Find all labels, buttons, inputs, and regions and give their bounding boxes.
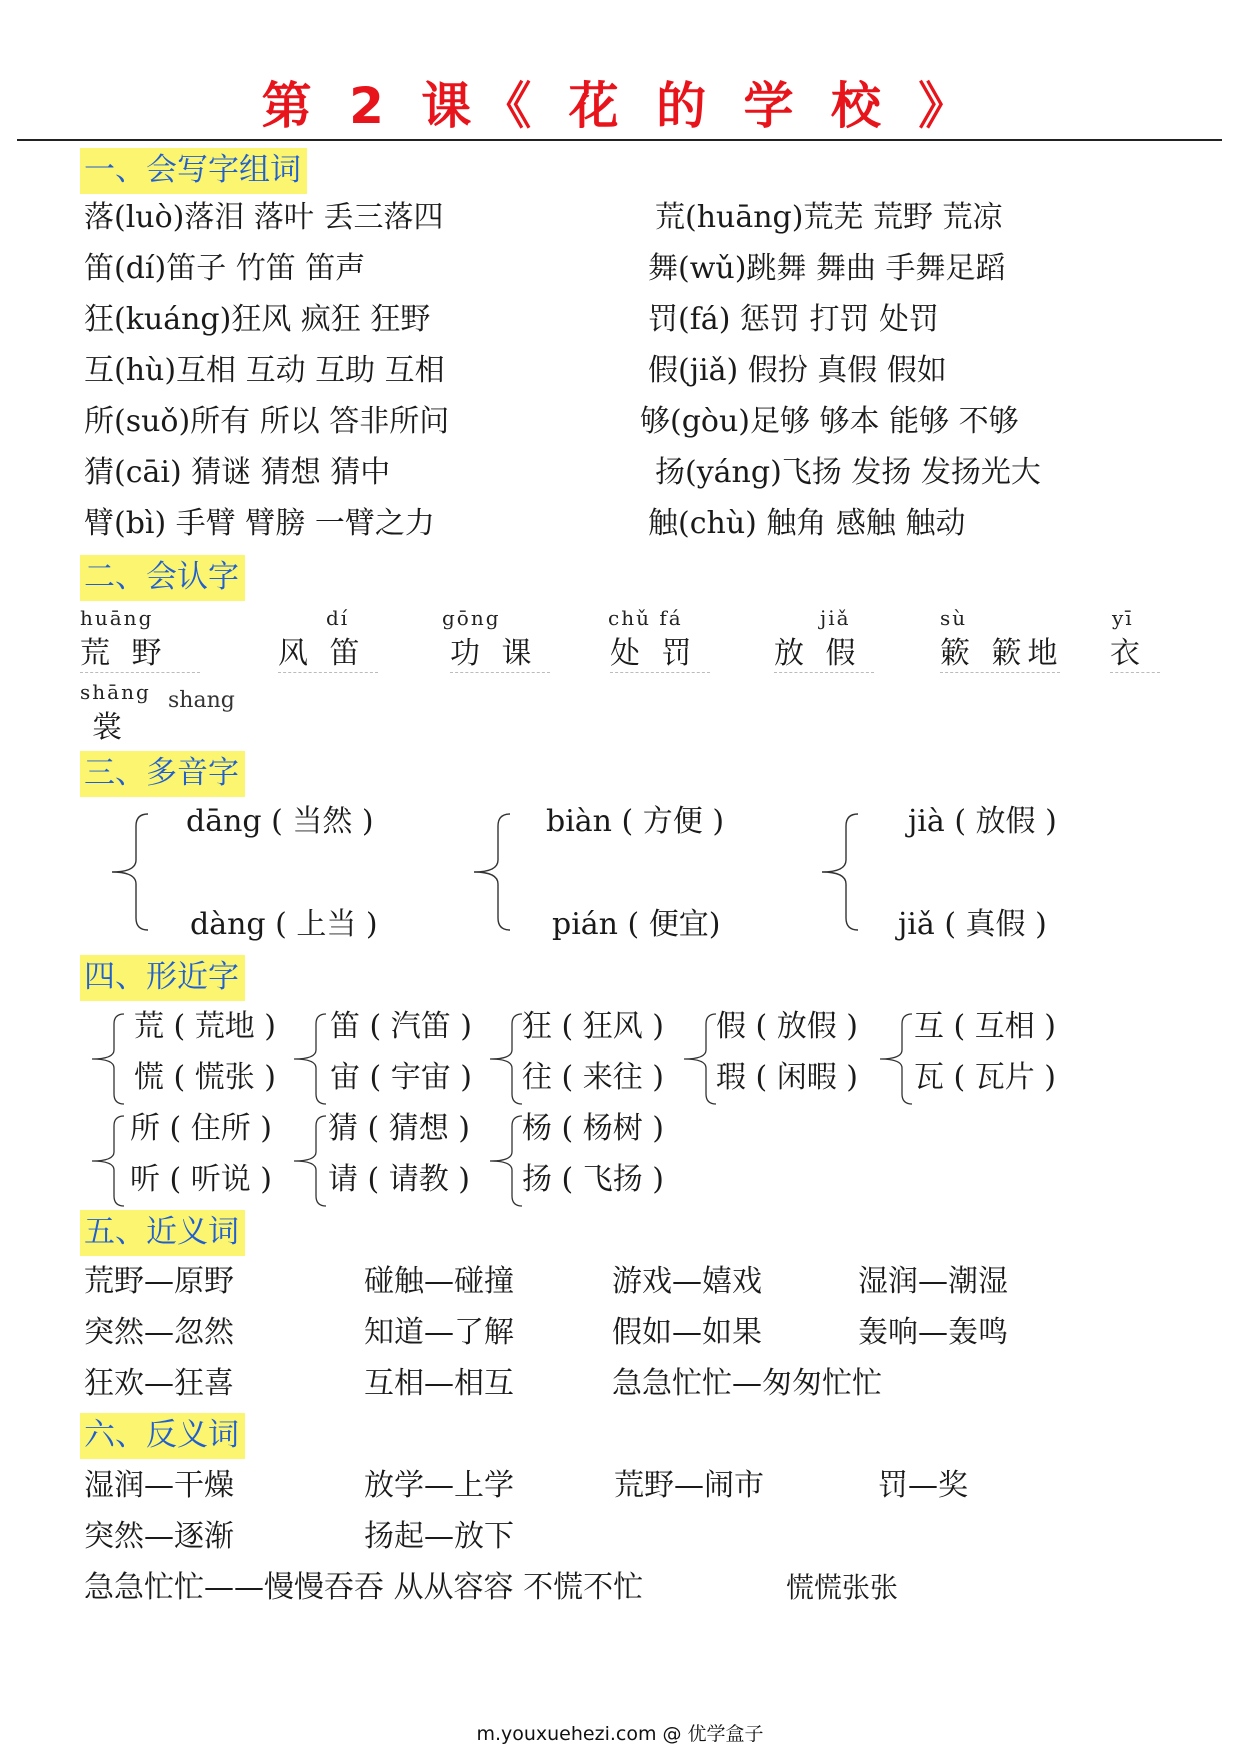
antonym-3-extra: 慌慌张张 [786, 1571, 899, 1604]
antonym-1-2: 放学—上学 [364, 1468, 514, 1503]
synonym-3-1: 狂欢—狂喜 [84, 1366, 234, 1401]
section-heading-polyphone: 三、多音字 [80, 751, 245, 797]
page-title: 第 2 课《 花 的 学 校 》 [261, 77, 979, 135]
polyphone-1-bottom: dàng ( 上当 ) [190, 907, 378, 942]
similar-8b: 扬 ( 飞扬 ) [522, 1162, 665, 1197]
footer-watermark: m.youxuehezi.com @ 优学盒子 [476, 1723, 764, 1745]
similar-4b: 瑕 ( 闲暇 ) [716, 1060, 859, 1095]
recognize-pinyin-8: shāng [80, 680, 151, 704]
section-heading-recognize: 二、会认字 [80, 555, 245, 601]
section-heading-synonyms: 五、近义词 [80, 1210, 245, 1256]
write-word-right-1: 荒(huāng)荒芜 荒野 荒凉 [655, 200, 1003, 235]
write-word-right-4: 假(jiǎ) 假扮 真假 假如 [648, 353, 947, 388]
write-word-left-3: 狂(kuáng)狂风 疯狂 狂野 [84, 302, 431, 337]
recognize-chars-5: 放 假 [774, 628, 874, 673]
recognize-chars-3: 功 课 [450, 628, 550, 673]
similar-7b: 请 ( 请教 ) [328, 1162, 471, 1197]
write-word-right-5: 够(gòu)足够 够本 能够 不够 [640, 404, 1019, 439]
synonym-3-2: 互相—相互 [364, 1366, 514, 1401]
recognize-chars-6: 簌 簌地 [940, 628, 1060, 673]
recognize-pinyin-5: jiǎ [820, 606, 851, 630]
write-word-left-4: 互(hù)互相 互动 互助 互相 [84, 353, 445, 388]
synonym-1-4: 湿润—潮湿 [858, 1264, 1008, 1299]
polyphone-3-bottom: jiǎ ( 真假 ) [898, 907, 1047, 942]
polyphone-1-top: dāng ( 当然 ) [186, 804, 374, 839]
write-word-right-2: 舞(wǔ)跳舞 舞曲 手舞足蹈 [648, 251, 1006, 286]
synonym-1-1: 荒野—原野 [84, 1264, 234, 1299]
antonym-2-1: 突然—逐渐 [84, 1519, 234, 1554]
antonym-1-4: 罚—奖 [878, 1468, 968, 1503]
similar-5b: 瓦 ( 瓦片 ) [914, 1060, 1057, 1095]
polyphone-2-bottom: pián ( 便宜) [552, 907, 721, 942]
write-word-left-7: 臂(bì) 手臂 臂膀 一臂之力 [84, 506, 435, 541]
antonym-3: 急急忙忙——慢慢吞吞 从从容容 不慌不忙 [84, 1570, 644, 1605]
title-divider [17, 139, 1222, 141]
recognize-pinyin-6: sù [940, 606, 968, 630]
synonym-2-4: 轰响—轰鸣 [858, 1315, 1008, 1350]
write-word-left-6: 猜(cāi) 猜谜 猜想 猜中 [84, 455, 391, 490]
similar-3b: 往 ( 来往 ) [522, 1060, 665, 1095]
antonym-2-2: 扬起—放下 [364, 1519, 514, 1554]
antonym-1-1: 湿润—干燥 [84, 1468, 234, 1503]
write-word-left-1: 落(luò)落泪 落叶 丢三落四 [84, 200, 444, 235]
synonym-3-3: 急急忙忙—匆匆忙忙 [612, 1366, 882, 1401]
polyphone-brace-1 [108, 812, 158, 932]
similar-brace-1 [88, 1012, 132, 1106]
section-heading-similar: 四、形近字 [80, 955, 245, 1001]
recognize-chars-8: 裳 [92, 710, 128, 745]
similar-2b: 宙 ( 宇宙 ) [330, 1060, 473, 1095]
synonym-1-2: 碰触—碰撞 [364, 1264, 514, 1299]
recognize-chars-1: 荒 野 [80, 628, 200, 673]
polyphone-brace-2 [470, 812, 520, 932]
recognize-pinyin-4: chǔ fá [608, 606, 683, 630]
recognize-pinyin-2: dí [326, 606, 350, 630]
recognize-pinyin-1: huāng [80, 606, 154, 630]
similar-brace-6 [88, 1114, 132, 1208]
similar-8a: 杨 ( 杨树 ) [522, 1111, 665, 1146]
write-word-right-7: 触(chù) 触角 感触 触动 [648, 506, 966, 541]
similar-7a: 猜 ( 猜想 ) [328, 1111, 471, 1146]
polyphone-2-top: biàn ( 方便 ) [546, 804, 725, 839]
recognize-note: shang [168, 688, 235, 713]
recognize-pinyin-3: gōng [442, 606, 501, 630]
recognize-chars-7: 衣 [1110, 628, 1160, 673]
antonym-1-3: 荒野—闹市 [614, 1468, 764, 1503]
recognize-pinyin-7: yī [1112, 606, 1134, 630]
similar-1b: 慌 ( 慌张 ) [134, 1060, 277, 1095]
synonym-2-3: 假如—如果 [612, 1315, 762, 1350]
polyphone-brace-3 [818, 812, 868, 932]
write-word-right-6: 扬(yáng)飞扬 发扬 发扬光大 [655, 455, 1041, 490]
similar-6a: 所 ( 住所 ) [130, 1111, 273, 1146]
section-heading-antonyms: 六、反义词 [80, 1413, 245, 1459]
similar-3a: 狂 ( 狂风 ) [522, 1009, 665, 1044]
similar-4a: 假 ( 放假 ) [716, 1009, 859, 1044]
synonym-2-1: 突然—忽然 [84, 1315, 234, 1350]
recognize-chars-2: 风 笛 [278, 628, 378, 673]
recognize-chars-4: 处 罚 [610, 628, 710, 673]
section-heading-write: 一、会写字组词 [80, 148, 307, 194]
similar-6b: 听 ( 听说 ) [130, 1162, 273, 1197]
similar-2a: 笛 ( 汽笛 ) [330, 1009, 473, 1044]
polyphone-3-top: jià ( 放假 ) [908, 804, 1057, 839]
similar-5a: 互 ( 互相 ) [914, 1009, 1057, 1044]
write-word-left-5: 所(suǒ)所有 所以 答非所问 [84, 404, 450, 439]
similar-1a: 荒 ( 荒地 ) [134, 1009, 277, 1044]
write-word-right-3: 罚(fá) 惩罚 打罚 处罚 [648, 302, 940, 337]
synonym-1-3: 游戏—嬉戏 [612, 1264, 762, 1299]
write-word-left-2: 笛(dí)笛子 竹笛 笛声 [84, 251, 366, 286]
synonym-2-2: 知道—了解 [364, 1315, 514, 1350]
similar-brace-2 [290, 1012, 334, 1106]
